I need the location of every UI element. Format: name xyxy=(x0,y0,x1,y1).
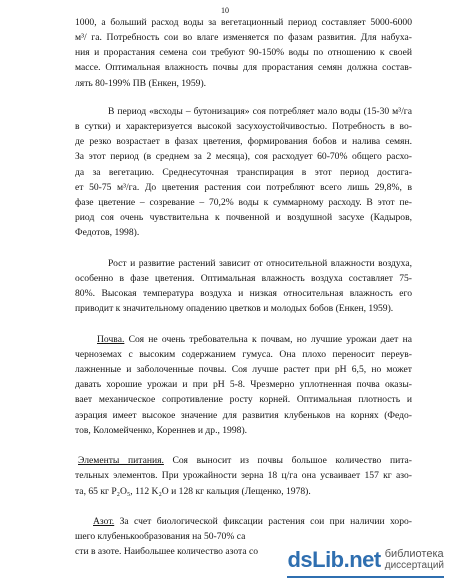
text-segment: сти в азоте. Наибольшее количество азота со xyxy=(75,546,259,557)
text-line xyxy=(75,120,412,133)
text-line xyxy=(75,287,412,300)
text-segment: в сутки) и характеризуется высокой засухоустойчивостью. Потребность в во- xyxy=(75,121,412,132)
section-heading: Почва. xyxy=(97,334,125,345)
text-segment: да за вегетацию. Среднесуточная транспирация в этот период достига- xyxy=(75,167,412,178)
text-line xyxy=(75,135,412,148)
text-segment: В период «всходы – бутонизация» соя потребляет мало воды (15-30 м³/га xyxy=(108,106,412,117)
text-line xyxy=(75,302,412,315)
text-line xyxy=(75,378,412,391)
text-line xyxy=(75,196,412,209)
text-segment: фазе цветение – созревание – 70,2% воды к суммарному расходу. В этот пе- xyxy=(75,197,412,208)
text-segment: 80%. Высокая температура воздуха и низкая относительная влажность его xyxy=(75,288,412,299)
text-segment: 1000, а больший расход воды за вегетационный период составляет 5000-6000 xyxy=(75,17,412,28)
text-line xyxy=(75,46,412,59)
text-line xyxy=(75,181,412,194)
text-line xyxy=(75,485,412,498)
text-segment: тельных элементов. При урожайности зерна 18 ц/га она усваивает 157 кг азо- xyxy=(75,470,412,481)
text-segment: массе. Оптимальная влажность почвы для прорастания семян должна состав- xyxy=(75,62,412,73)
text-line xyxy=(75,150,412,163)
text-segment: вает механическое сопротивление росту корней. Оптимальная плотность и xyxy=(75,394,412,405)
text-line xyxy=(75,77,412,90)
text-segment: та, 65 кг P₂O₅, 112 K₂O и 128 кг кальция (Лещенко, 1978). xyxy=(75,486,311,497)
text-line xyxy=(75,226,412,239)
watermark-text xyxy=(385,549,444,571)
watermark-logo: dsLib.net xyxy=(287,547,381,572)
text-segment: ет 50-75 м³/га. До цветения растения сои потребляют всего лишь 29,8%, в xyxy=(75,182,412,193)
text-segment: риод соя очень чувствительна к почвенной и воздушной засухе (Кадыров, xyxy=(75,212,412,223)
text-line xyxy=(75,31,412,44)
text-segment: м³/ га. Потребность сои во влаге изменяется по фазам развития. Для набуха- xyxy=(75,32,412,43)
text-line xyxy=(93,515,412,528)
text-segment: За счет биологической фиксации растения сои при наличии хоро- xyxy=(114,516,412,527)
text-line xyxy=(75,530,412,543)
watermark xyxy=(287,545,444,575)
text-segment: черноземах с высоким содержанием гумуса. Она плохо переносит переув- xyxy=(75,349,412,360)
text-line xyxy=(78,454,412,467)
text-segment: лажненные и заболоченные почвы. Соя лучше растет при рН 6,5, но может xyxy=(75,364,412,375)
text-line xyxy=(75,409,412,422)
section-heading: Азот. xyxy=(93,516,115,527)
text-segment: аэрация имеет высокое значение для развития клубеньков на корнях (Федо- xyxy=(75,410,412,421)
text-segment: тов, Коломейченко, Кореннев и др., 1998). xyxy=(75,425,248,436)
text-line xyxy=(75,61,412,74)
text-line xyxy=(75,393,412,406)
text-segment: Федотов, 1998). xyxy=(75,227,140,238)
section-heading: Элементы питания. xyxy=(78,455,164,466)
text-segment: ния и прорастания семена сои требуют 90-150% воды по отношению к своей xyxy=(75,47,412,58)
text-line xyxy=(75,272,412,285)
text-line xyxy=(75,211,412,224)
text-line xyxy=(108,257,412,270)
text-line xyxy=(75,166,412,179)
text-segment: За этот период (в среднем за 2 месяца), соя расходует 60-70% общего расхо- xyxy=(75,151,412,162)
text-line xyxy=(75,363,412,376)
text-segment: приводит к значительному опадению цветков и молодых бобов (Енкен, 1959). xyxy=(75,303,394,314)
text-line xyxy=(108,105,412,118)
text-segment: де резко возрастает в фазах цветения, формирования бобов и налива семян. xyxy=(75,136,412,147)
text-segment: Соя выносит из почвы большое количество пита- xyxy=(163,455,412,466)
watermark-line-1: библиотека xyxy=(384,548,444,560)
text-line xyxy=(75,469,412,482)
text-segment: Соя не очень требовательна к почвам, но лучшие урожаи дает на xyxy=(124,334,412,345)
watermark-line-2: диссертаций xyxy=(384,560,444,571)
text-line xyxy=(75,16,412,29)
text-segment: Рост и развитие растений зависит от относительной влажности воздуха, xyxy=(108,258,412,269)
text-line xyxy=(75,348,412,361)
text-segment: лять 80-199% ПВ (Енкен, 1959). xyxy=(75,78,207,89)
text-line xyxy=(75,424,412,437)
page-number: 10 xyxy=(221,6,229,15)
text-line xyxy=(97,333,412,346)
watermark-underline xyxy=(287,576,444,578)
text-segment: шего клубенькообразования на 50-70% са xyxy=(75,531,246,542)
text-segment: давать хорошие урожаи и при рН 5-8. Чрезмерно уплотненная почва оказы- xyxy=(75,379,412,390)
text-segment: особенно в фазе цветения. Оптимальная влажность воздуха составляет 75- xyxy=(75,273,412,284)
